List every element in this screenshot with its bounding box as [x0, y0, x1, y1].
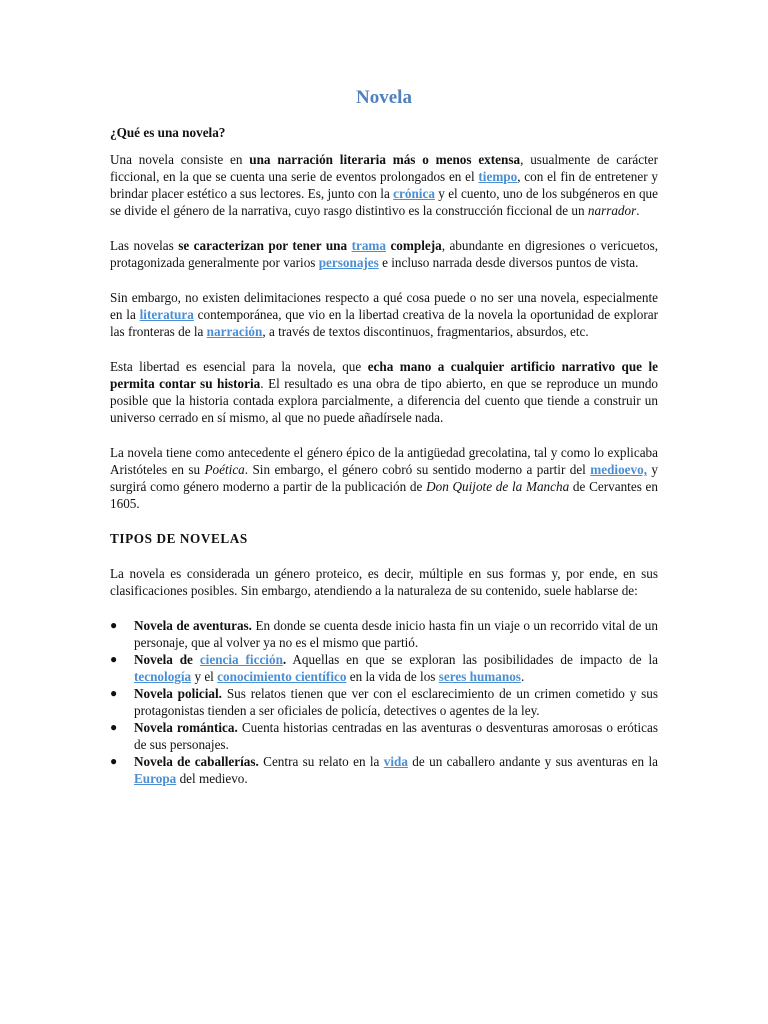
text-run: Aquellas en que se exploran las posibilidades de impacto de la — [286, 652, 659, 667]
link-personajes[interactable]: personajes — [318, 255, 379, 270]
list-item-aventuras — [110, 617, 658, 651]
link-europa[interactable]: Europa — [134, 771, 177, 786]
section-heading-tipos: TIPOS DE NOVELAS — [110, 531, 248, 546]
bullet-icon: ● — [110, 686, 118, 700]
text-run: . — [520, 669, 525, 684]
paragraph-delimitations — [110, 289, 658, 340]
link-narracion[interactable]: narración — [206, 324, 263, 339]
question-heading: ¿Qué es una novela? — [110, 125, 226, 140]
bold-run: Novela de caballerías. — [134, 754, 259, 769]
text-run: , abundante en digresiones o vericuetos, protagonizada generalmente por varios — [110, 238, 659, 270]
text-run: . Sin embargo, el género cobró su sentido moderno a partir del — [244, 462, 591, 477]
italic-run: Don Quijote de la Mancha — [426, 479, 570, 494]
link-ciencia-ficcion[interactable]: ciencia ficción — [199, 652, 283, 667]
text-run: y surgirá como género moderno a partir de la publicación de — [110, 462, 659, 494]
text-run — [193, 652, 200, 667]
link-tecnologia[interactable]: tecnología — [134, 669, 192, 684]
text-run: , usualmente de carácter ficcional, en la que se cuenta una serie de eventos prolongados en el — [110, 152, 659, 184]
link-tiempo[interactable]: tiempo — [478, 169, 518, 184]
bold-run: echa mano a cualquier artificio narrativo que le permita contar su historia — [110, 359, 658, 391]
bullet-icon: ● — [110, 720, 118, 734]
bullet-icon: ● — [110, 618, 118, 632]
text-run: En donde se cuenta desde inicio hasta fin un viaje o un recorrido vital de un personaje, que al volver ya no es el mismo que partió. — [134, 618, 658, 650]
link-vida[interactable]: vida — [383, 754, 408, 769]
text-run: Esta libertad es esencial para la novela, que — [110, 359, 368, 374]
bold-run: compleja — [386, 238, 442, 253]
text-run: e incluso narrada desde diversos puntos de vista. — [378, 255, 639, 270]
text-run: Las novelas — [110, 238, 179, 253]
document-body — [110, 86, 658, 787]
text-run: . El resultado es una obra de tipo abierto, en que se reproduce un mundo posible que la historia contada explora parcialmente, a diferencia del cuento que tiende a construir un universo cerrado en sí mismo, al que no puede añadírsele nada. — [110, 376, 659, 425]
bold-run: Novela de aventuras. — [134, 618, 252, 633]
list-item-ciencia-ficcion — [110, 651, 658, 685]
paragraph-definition — [110, 151, 658, 219]
text-run: Sin embargo, no existen delimitaciones respecto a qué cosa puede o no ser una novela, especialmente en la — [110, 290, 658, 322]
text-run: Centra su relato en la — [258, 754, 384, 769]
bold-run: Novela policial. — [134, 686, 222, 701]
italic-run: Poética — [204, 462, 245, 477]
document-title: Novela — [356, 87, 412, 108]
list-item-policial — [110, 685, 658, 719]
bold-run: . — [282, 652, 287, 667]
link-seres-humanos[interactable]: seres humanos — [438, 669, 521, 684]
link-trama[interactable]: trama — [351, 238, 386, 253]
bold-run: Novela romántica. — [134, 720, 238, 735]
text-run: Cuenta historias centradas en las aventuras o desventuras amorosas o eróticas de sus personajes. — [134, 720, 658, 752]
text-run: del medievo. — [176, 771, 248, 786]
paragraph-characteristics — [110, 237, 658, 271]
text-run: y el cuento, uno de los subgéneros en que se divide el género de la narrativa, cuyo rasgo distintivo es la construcción ficcional de un — [110, 186, 659, 218]
bold-run: una narración literaria más o menos extensa — [249, 152, 521, 167]
bullet-icon: ● — [110, 754, 118, 768]
text-run: , a través de textos discontinuos, fragmentarios, absurdos, etc. — [262, 324, 589, 339]
text-run: contemporánea, que vio en la libertad creativa de la novela la oportunidad de explorar las fronteras de la — [110, 307, 658, 339]
text-run: en la vida de los — [346, 669, 439, 684]
text-run: . — [636, 203, 640, 218]
link-medioevo[interactable]: medioevo, — [590, 462, 648, 477]
link-conocimiento-cientifico[interactable]: conocimiento científico — [217, 669, 347, 684]
text-run: de Cervantes en 1605. — [110, 479, 659, 511]
italic-run: narrador — [587, 203, 637, 218]
text-run: de un caballero andante y sus aventuras en la — [407, 754, 658, 769]
text-run: Una novela consiste en — [110, 152, 250, 167]
list-item-caballerias — [110, 753, 658, 787]
bold-run: Novela de — [134, 652, 193, 667]
link-literatura[interactable]: literatura — [139, 307, 194, 322]
bullet-icon: ● — [110, 652, 118, 666]
list-item-romantica — [110, 719, 658, 753]
types-list — [110, 617, 658, 787]
text-run: y el — [191, 669, 218, 684]
bold-run: se caracterizan por tener una — [178, 238, 348, 253]
text-run: La novela tiene como antecedente el género épico de la antigüedad grecolatina, tal y como lo explicaba Aristóteles en su — [110, 445, 658, 477]
paragraph-history — [110, 444, 658, 512]
text-run: Sus relatos tienen que ver con el esclarecimiento de un crimen cometido y sus protagonistas tienden a ser oficiales de policía, detectives o agentes de la ley. — [134, 686, 658, 718]
paragraph-freedom — [110, 358, 658, 426]
paragraph-types-intro: La novela es considerada un género proteico, es decir, múltiple en sus formas y, por ende, en sus clasificaciones posibles. Sin embargo, atendiendo a la naturaleza de su contenido, suele hablarse de: — [110, 566, 658, 598]
text-run: , con el fin de entretener y brindar placer estético a sus lectores. Es, junto con la — [110, 169, 658, 201]
link-cronica[interactable]: crónica — [393, 186, 435, 201]
